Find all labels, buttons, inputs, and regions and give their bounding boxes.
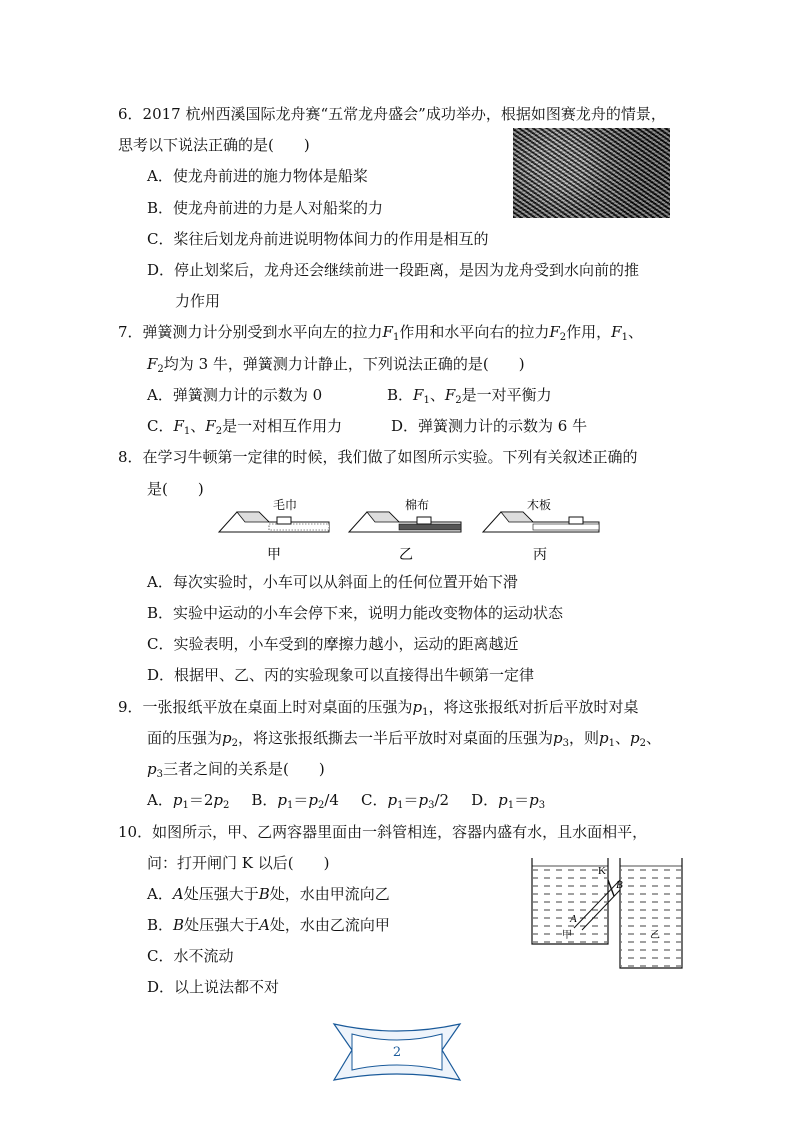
label-jia: 甲 <box>562 930 572 941</box>
q10-option-a: A．A处压强大于B处，水由甲流向乙 <box>147 885 390 903</box>
q9-stem-line2: 面的压强为$p_2$，将这张报纸撕去一半后平放时对桌面的压强为$p_3$，则$p_1$、$p_2$、 <box>147 729 662 749</box>
q9-option-c: C．$p_1=p_3/2$ <box>360 791 450 811</box>
connected-containers-figure <box>530 858 690 970</box>
ramp-wood <box>483 498 599 563</box>
ramp-towel <box>219 498 329 563</box>
q8-stem-line1: 8．在学习牛顿第一定律的时候，我们做了如图所示实验。下列有关叙述正确的 <box>118 448 638 466</box>
q7-option-a: A．弹簧测力计的示数为 0 <box>147 386 323 404</box>
label-b: B <box>616 879 623 891</box>
q8-option-b: B．实验中运动的小车会停下来，说明力能改变物体的运动状态 <box>147 604 564 622</box>
label-wood: 木板 <box>527 498 552 512</box>
q6-option-c: C．桨往后划龙舟前进说明物体间力的作用是相互的 <box>147 230 489 248</box>
q10-stem-line2: 问：打开闸门 K 以后( ) <box>147 854 330 872</box>
q6-option-d-cont: 力作用 <box>175 292 221 310</box>
q9-stem-line3: $p_3$三者之间的关系是( ) <box>147 760 325 780</box>
q7-stem-line2: $F_2$均为 3 牛，弹簧测力计静止，下列说法正确的是( ) <box>147 355 525 375</box>
q9-option-b: B．$p_1=p_2/4$ <box>251 791 339 811</box>
q10-option-c: C．水不流动 <box>147 947 234 965</box>
q6-option-b: B．使龙舟前进的力是人对船桨的力 <box>147 199 384 217</box>
q7-option-b: B．$F_1$、$F_2$是一对平衡力 <box>387 386 552 406</box>
container-yi <box>620 858 682 968</box>
label-a: A <box>570 913 577 925</box>
label-cotton: 棉布 <box>405 498 430 512</box>
q7-option-c: C．$F_1$、$F_2$是一对相互作用力 <box>147 417 343 437</box>
q8-option-d: D．根据甲、乙、丙的实验现象可以直接得出牛顿第一定律 <box>147 666 535 684</box>
q6-stem-line1: 6．2017 杭州西溪国际龙舟赛“五常龙舟盛会”成功举办，根据如图赛龙舟的情景， <box>118 105 666 123</box>
q9-stem-line1: 9．一张报纸平放在桌面上时对桌面的压强为$p_1$，将这张报纸对折后平放时对桌 <box>118 698 639 718</box>
q7-option-d: D．弹簧测力计的示数为 6 牛 <box>391 417 588 435</box>
q9-option-d: D．$p_1=p_3$ <box>471 791 546 811</box>
q8-option-c: C．实验表明，小车受到的摩擦力越小，运动的距离越近 <box>147 635 519 653</box>
dragon-boat-photo <box>513 128 670 218</box>
ramp-cotton <box>349 498 461 563</box>
q10-option-b: B．B处压强大于A处，水由乙流向甲 <box>147 916 390 934</box>
q8-option-a: A．每次实验时，小车可以从斜面上的任何位置开始下滑 <box>147 573 518 591</box>
q6-option-a: A．使龙舟前进的施力物体是船桨 <box>147 167 368 185</box>
newton-experiment-figure <box>215 498 605 564</box>
page-number: 2 <box>392 1045 402 1060</box>
q10-option-d: D．以上说法都不对 <box>147 978 280 996</box>
q7-stem-line1: 7．弹簧测力计分别受到水平向左的拉力$F_1$作用和水平向右的拉力$F_2$作用，$F_1$、 <box>118 323 643 343</box>
label-yi: 乙 <box>399 548 413 563</box>
q8-stem-line2: 是( ) <box>147 480 204 498</box>
q9-option-a: A．$p_1=2p_2$ <box>147 791 230 811</box>
label-towel: 毛巾 <box>273 498 298 512</box>
q9-options <box>147 790 545 810</box>
label-k: K <box>598 865 606 877</box>
label-bing: 丙 <box>533 548 547 563</box>
label-yi: 乙 <box>650 930 660 941</box>
q6-option-d: D．停止划桨后，龙舟还会继续前进一段距离，是因为龙舟受到水向前的推 <box>147 261 640 279</box>
q6-stem-line2: 思考以下说法正确的是( ) <box>118 136 310 154</box>
q10-stem-line1: 10．如图所示，甲、乙两容器里面由一斜管相连，容器内盛有水，且水面相平， <box>118 823 648 841</box>
label-jia: 甲 <box>267 548 281 563</box>
